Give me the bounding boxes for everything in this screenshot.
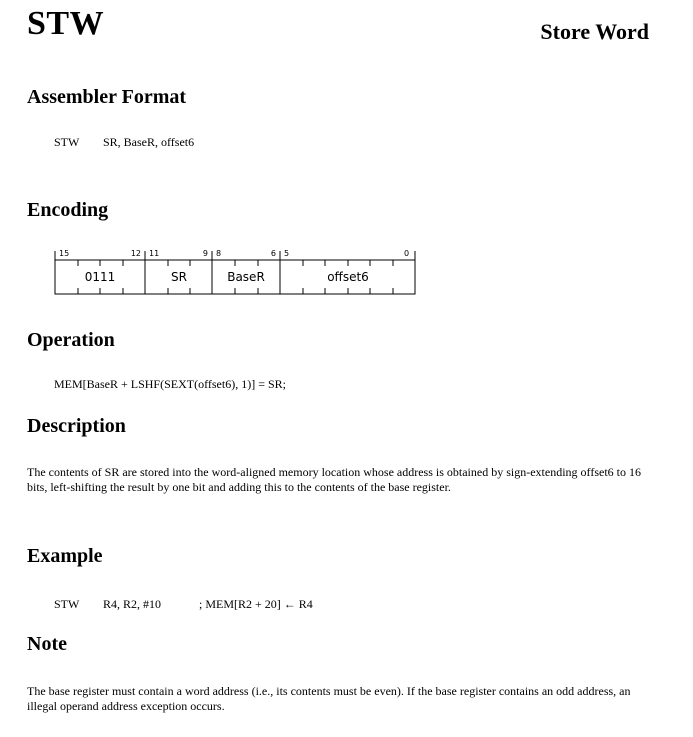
bit-number-6: 6 bbox=[270, 249, 276, 258]
bit-number-15: 15 bbox=[59, 249, 70, 258]
bit-number-8: 8 bbox=[216, 249, 222, 258]
operation-heading: Operation bbox=[27, 329, 115, 351]
field-opcode: 0111 bbox=[84, 270, 116, 284]
assembler-format-heading: Assembler Format bbox=[27, 86, 187, 108]
example-heading: Example bbox=[27, 545, 103, 567]
encoding-heading: Encoding bbox=[27, 199, 109, 221]
note-heading: Note bbox=[27, 633, 67, 655]
bit-number-9: 9 bbox=[202, 249, 208, 258]
assembler-format-opcode: STW bbox=[54, 135, 80, 149]
description-text: The contents of SR are stored into the word-aligned memory location whose address is obtained by sign-extending offset6 to 16 bits, left-shifting the result by one bit and adding this to the contents of the base register. bbox=[27, 465, 641, 494]
encoding-bit-ticks-bottom bbox=[78, 288, 393, 294]
field-baser: BaseR bbox=[227, 270, 265, 284]
instruction-full-name: Store Word bbox=[540, 19, 649, 44]
bit-number-5: 5 bbox=[284, 249, 290, 258]
instruction-mnemonic: STW bbox=[27, 5, 105, 42]
example-comment: ; MEM[R2 + 20] ← R4 bbox=[199, 597, 313, 611]
bit-number-12: 12 bbox=[130, 249, 141, 258]
field-sr: SR bbox=[171, 270, 187, 284]
description-heading: Description bbox=[27, 415, 126, 437]
operation-text: MEM[BaseR + LSHF(SEXT(offset6), 1)] = SR; bbox=[54, 377, 286, 391]
bit-number-11: 11 bbox=[149, 249, 160, 258]
encoding-bit-ticks-top bbox=[78, 260, 393, 266]
bit-number-0: 0 bbox=[404, 249, 410, 258]
note-text: The base register must contain a word address (i.e., its contents must be even). If the base register contains an odd address, an illegal operand address exception occurs. bbox=[27, 684, 631, 713]
assembler-format-operands: SR, BaseR, offset6 bbox=[103, 135, 195, 149]
example-operands: R4, R2, #10 bbox=[103, 597, 162, 611]
field-offset6: offset6 bbox=[327, 270, 369, 284]
example-opcode: STW bbox=[54, 597, 80, 611]
